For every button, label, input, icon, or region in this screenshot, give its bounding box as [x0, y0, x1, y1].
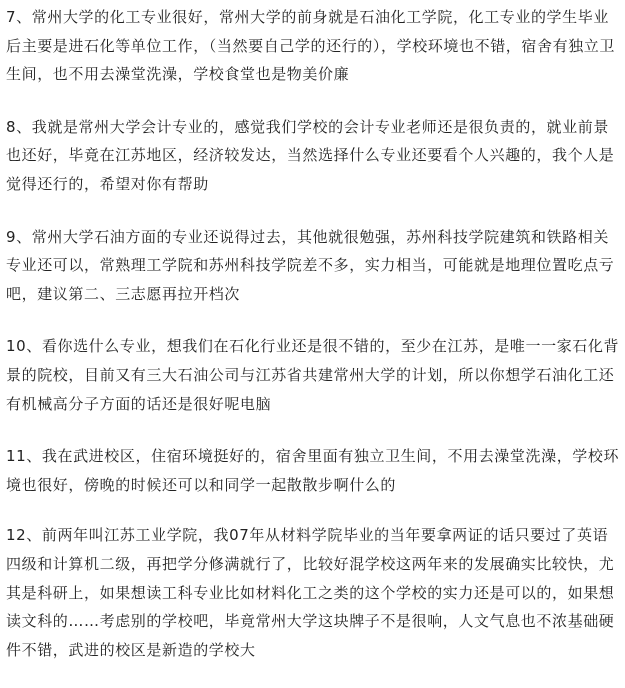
- answer-list: [6, 3, 621, 688]
- answer-paragraph-11: 11、我在武进校区，住宿环境挺好的，宿舍里面有独立卫生间，不用去澡堂洗澡，学校环境也很好，傍晚的时候还可以和同学一起散散步啊什么的: [6, 447, 620, 494]
- answer-paragraph-7: 7、常州大学的化工专业很好，常州大学的前身就是石油化工学院，化工专业的学生毕业后主要是进石化等单位工作，（当然要自己学的还行的），学校环境也不错，宿舍有独立卫生间，也不用去澡堂洗澡，学校食堂也是物美价廉: [6, 8, 616, 84]
- answer-paragraph-12: 12、前两年叫江苏工业学院，我07年从材料学院毕业的当年要拿两证的话只要过了英语四级和计算机二级，再把学分修满就行了，比较好混学校这两年来的发展确实比较快，尤其是科研上，如果想读工科专业比如材料化工之类的这个学校的实力还是可以的，如果想读文科的……考虑别的学校吧，毕竟常州大学这块牌子不是很响，人文气息也不浓基础硬件不错，武进的校区是新造的学校大: [6, 526, 615, 659]
- answer-paragraph-8: 8、我就是常州大学会计专业的，感觉我们学校的会计专业老师还是很负责的，就业前景也还好，毕竟在江苏地区，经济较发达，当然选择什么专业还要看个人兴趣的，我个人是觉得还行的，希望对你有帮助: [6, 117, 615, 193]
- answer-paragraph-10: 10、看你选什么专业，想我们在石化行业还是很不错的，至少在江苏，是唯一一家石化背景的院校，目前又有三大石油公司与江苏省共建常州大学的计划，所以你想学石油化工还有机械高分子方面的话还是很好呢电脑: [6, 337, 620, 413]
- answer-paragraph-9: 9、常州大学石油方面的专业还说得过去，其他就很勉强，苏州科技学院建筑和铁路相关专业还可以，常熟理工学院和苏州科技学院差不多，实力相当，可能就是地理位置吃点亏吧，建议第二、三志愿再拉开档次: [6, 227, 615, 303]
